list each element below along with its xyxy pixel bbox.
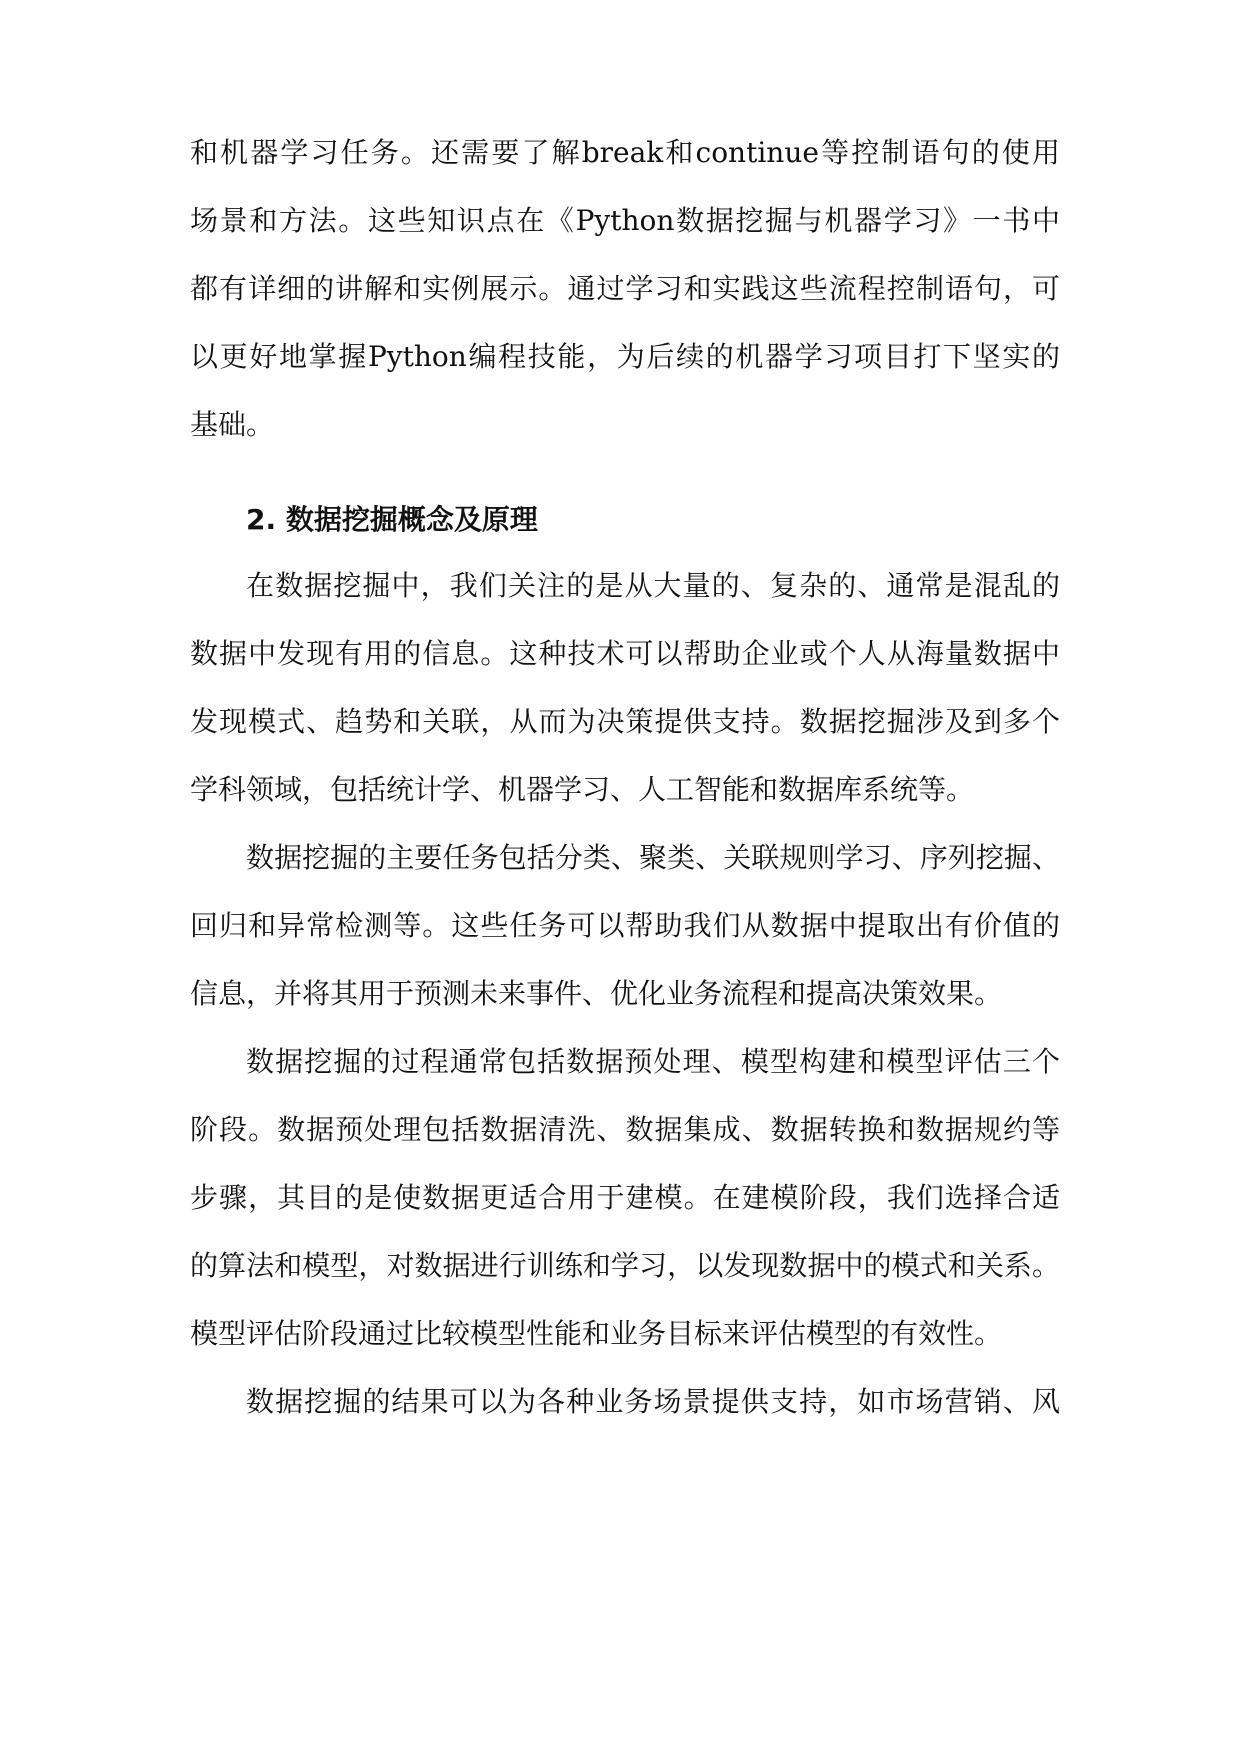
text-line: 信息，并将其用于预测未来事件、优化业务流程和提高决策效果。 <box>190 977 1003 1010</box>
text-line: 和机器学习任务。还需要了解break和continue等控制语句的使用 <box>190 136 1060 169</box>
text-line: 模型评估阶段通过比较模型性能和业务目标来评估模型的有效性。 <box>190 1317 1003 1350</box>
text-line: 的算法和模型，对数据进行训练和学习，以发现数据中的模式和关系。 <box>190 1249 1060 1282</box>
text-line: 数据中发现有用的信息。这种技术可以帮助企业或个人从海量数据中 <box>190 637 1060 670</box>
text-line: 数据挖掘的结果可以为各种业务场景提供支持，如市场营销、风 <box>246 1385 1060 1418</box>
text-line: 基础。 <box>190 408 275 441</box>
text-line: 阶段。数据预处理包括数据清洗、数据集成、数据转换和数据规约等 <box>190 1113 1060 1146</box>
text-line: 以更好地掌握Python编程技能，为后续的机器学习项目打下坚实的 <box>190 340 1060 373</box>
text-line: 都有详细的讲解和实例展示。通过学习和实践这些流程控制语句，可 <box>190 272 1060 305</box>
text-line: 发现模式、趋势和关联，从而为决策提供支持。数据挖掘涉及到多个 <box>190 705 1060 738</box>
text-line: 场景和方法。这些知识点在《Python数据挖掘与机器学习》一书中 <box>190 204 1060 237</box>
text-line: 数据挖掘的主要任务包括分类、聚类、关联规则学习、序列挖掘、 <box>246 841 1060 874</box>
text-line: 学科领域，包括统计学、机器学习、人工智能和数据库系统等。 <box>190 773 975 806</box>
section-heading: 2. 数据挖掘概念及原理 <box>246 503 538 536</box>
text-line: 在数据挖掘中，我们关注的是从大量的、复杂的、通常是混乱的 <box>246 569 1060 602</box>
text-line: 步骤，其目的是使数据更适合用于建模。在建模阶段，我们选择合适 <box>190 1181 1060 1214</box>
text-line: 数据挖掘的过程通常包括数据预处理、模型构建和模型评估三个 <box>246 1045 1060 1078</box>
text-line: 回归和异常检测等。这些任务可以帮助我们从数据中提取出有价值的 <box>190 909 1060 942</box>
